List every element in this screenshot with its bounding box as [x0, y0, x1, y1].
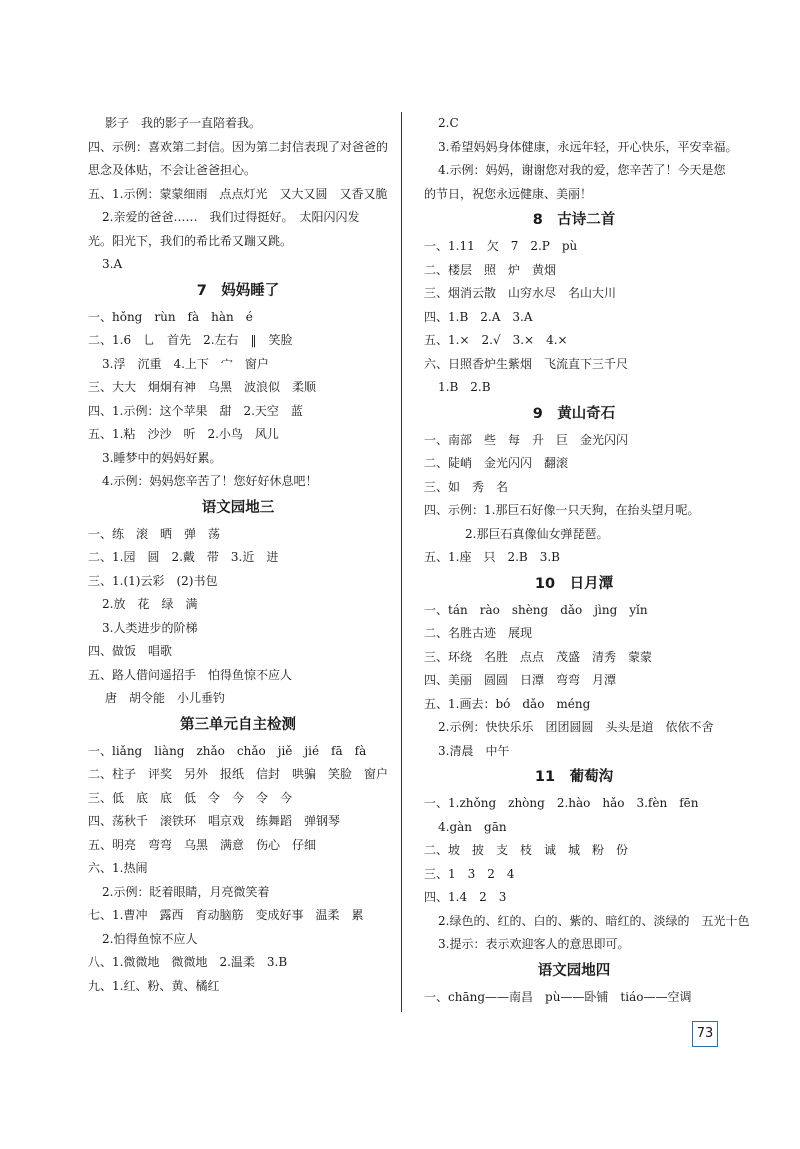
answer-line: 二、坡 披 支 枝 诚 城 粉 份 — [424, 843, 629, 857]
answer-line: 3.睡梦中的妈妈好累。 — [102, 450, 222, 465]
answer-line: 三、烟消云散 山穷水尽 名山大川 — [424, 286, 617, 300]
answer-line: 四、示例：喜欢第二封信。因为第二封信表现了对爸爸的 — [88, 139, 389, 154]
answer-line: 4.示例：妈妈，谢谢您对我的爱，您辛苦了！今天是您 — [438, 163, 726, 177]
answer-line: 五、1.× 2.√ 3.× 4.× — [424, 333, 568, 347]
answer-line: 2.亲爱的爸爸…… 我们过得挺好。 太阳闪闪发 — [102, 210, 360, 224]
answer-line: 2.放 花 绿 满 — [102, 597, 198, 611]
answer-line: 一、1.11 欠 7 2.P pù — [424, 239, 578, 253]
section-heading: 第三单元自主检测 — [180, 716, 296, 733]
answer-line: 3.浮 沉重 4.上下 宀 窗户 — [102, 356, 269, 371]
answer-line: 2.那巨石真像仙女弹琵琶。 — [441, 526, 609, 541]
answer-line: 二、柱子 评奖 另外 报纸 信封 哄骗 笑脸 窗户 — [88, 767, 389, 781]
answer-line: 五、1.粘 沙沙 听 2.小鸟 风儿 — [88, 427, 279, 441]
answer-line: 四、做饭 唱歌 — [88, 644, 173, 658]
answer-line: 3.清晨 中午 — [438, 743, 510, 758]
answer-line: 一、1.zhǒng zhòng 2.hào hǎo 3.fèn fēn — [424, 796, 699, 810]
answer-line: 3.A — [102, 257, 123, 271]
answer-line: 八、1.微微地 微微地 2.温柔 3.B — [88, 955, 288, 969]
answer-line: 七、1.曹冲 露西 育动脑筋 变成好事 温柔 累 — [88, 908, 364, 922]
answer-line: 二、楼层 照 炉 黄烟 — [424, 262, 557, 277]
answer-line: 2.示例：快快乐乐 团团圆圆 头头是道 依依不舍 — [438, 720, 714, 734]
section-heading: 8 古诗二首 — [532, 212, 616, 228]
answer-line: 三、环绕 名胜 点点 茂盛 清秀 蒙蒙 — [424, 649, 653, 664]
answer-line: 3.提示：表示欢迎客人的意思即可。 — [438, 937, 630, 951]
answer-line: 唐 胡令能 小儿垂钓 — [105, 691, 226, 705]
answer-line: 光。阳光下，我们的希比希又蹦又跳。 — [88, 233, 293, 248]
answer-line: 二、1.6 乚 首先 2.左右 ‖ 笑脸 — [88, 333, 293, 347]
answer-line: 三、1 3 2 4 — [424, 866, 515, 881]
answer-line: 二、陡峭 金光闪闪 翻滚 — [424, 456, 569, 470]
answer-line: 二、1.园 圆 2.戴 带 3.近 进 — [88, 550, 279, 564]
section-heading: 7 妈妈睡了 — [196, 282, 280, 299]
answer-line: 思念及体贴，不会让爸爸担心。 — [88, 163, 257, 177]
left-column — [88, 112, 388, 998]
answer-line: 2.示例：眨着眼睛，月亮微笑着 — [102, 884, 270, 899]
answer-line: 一、hǒng rùn fà hàn é — [88, 309, 253, 324]
answer-line: 四、1.4 2 3 — [424, 890, 507, 904]
answer-line: 四、荡秋千 滚铁环 唱京戏 练舞蹈 弹钢琴 — [88, 814, 341, 828]
answer-line: 五、路人借问遥招手 怕得鱼惊不应人 — [88, 667, 293, 682]
answer-line: 五、1.示例：蒙蒙细雨 点点灯光 又大又圆 又香又脆 — [88, 186, 388, 201]
answer-line: 3.希望妈妈身体健康，永远年轻，开心快乐，平安幸福。 — [438, 139, 738, 154]
answer-line: 3.人类进步的阶梯 — [102, 620, 198, 635]
right-column — [424, 112, 750, 1009]
answer-line: 五、明亮 弯弯 乌黑 满意 伤心 仔细 — [88, 837, 317, 852]
answer-line: 的节日，祝您永远健康、美丽！ — [424, 186, 593, 201]
page-number: 73 — [692, 1021, 718, 1047]
answer-line: 五、1.画去：bó dǎo méng — [424, 696, 591, 711]
answer-line: 二、名胜古迹 展现 — [424, 626, 533, 640]
answer-line: 三、低 底 底 低 令 今 令 今 — [88, 790, 293, 805]
section-heading: 语文园地四 — [537, 962, 611, 979]
section-heading: 语文园地三 — [201, 499, 275, 516]
answer-line: 三、大大 炯炯有神 乌黑 波浪似 柔顺 — [88, 380, 317, 394]
answer-line: 2.绿色的、红的、白的、紫的、暗红的、淡绿的 五光十色 — [438, 913, 750, 928]
answer-line: 三、如 秀 名 — [424, 479, 509, 494]
answer-line: 影子 我的影子一直陪着我。 — [105, 116, 262, 130]
column-divider — [401, 112, 402, 1012]
section-heading: 9 黄山奇石 — [532, 405, 616, 422]
answer-line: 四、美丽 圆圆 日潭 弯弯 月潭 — [424, 673, 617, 687]
answer-line: 一、tán rào shèng dǎo jìng yǐn — [424, 602, 648, 617]
answer-line: 六、1.热闹 — [88, 861, 148, 875]
answer-line: 4.示例：妈妈您辛苦了！您好好休息吧！ — [102, 474, 318, 488]
section-heading: 11 葡萄沟 — [534, 769, 614, 785]
answer-line: 五、1.座 只 2.B 3.B — [424, 550, 560, 564]
answer-line: 1.B 2.B — [438, 380, 491, 394]
section-heading: 10 日月潭 — [534, 575, 614, 592]
answer-line: 四、1.B 2.A 3.A — [424, 309, 533, 324]
answer-line: 一、liǎng liàng zhǎo chǎo jiě jié fā fà — [88, 743, 367, 758]
answer-line: 一、练 滚 晒 弹 荡 — [88, 526, 221, 541]
answer-line: 六、日照香炉生紫烟 飞流直下三千尺 — [424, 356, 629, 371]
answer-line: 2.怕得鱼惊不应人 — [102, 931, 198, 946]
answer-line: 四、1.示例：这个苹果 甜 2.天空 蓝 — [88, 403, 303, 418]
answer-line: 2.C — [438, 116, 459, 130]
answer-line: 三、1.(1)云彩 (2)书包 — [88, 573, 218, 588]
answer-line: 4.gàn gān — [438, 819, 507, 834]
answer-line: 一、chāng——南昌 pù——卧铺 tiáo——空调 — [424, 989, 692, 1004]
answer-line: 四、示例：1.那巨石好像一只天狗，在抬头望月呢。 — [424, 503, 700, 517]
answer-line: 一、南部 些 每 升 巨 金光闪闪 — [424, 432, 629, 447]
answer-line: 九、1.红、粉、黄、橘红 — [88, 978, 220, 993]
